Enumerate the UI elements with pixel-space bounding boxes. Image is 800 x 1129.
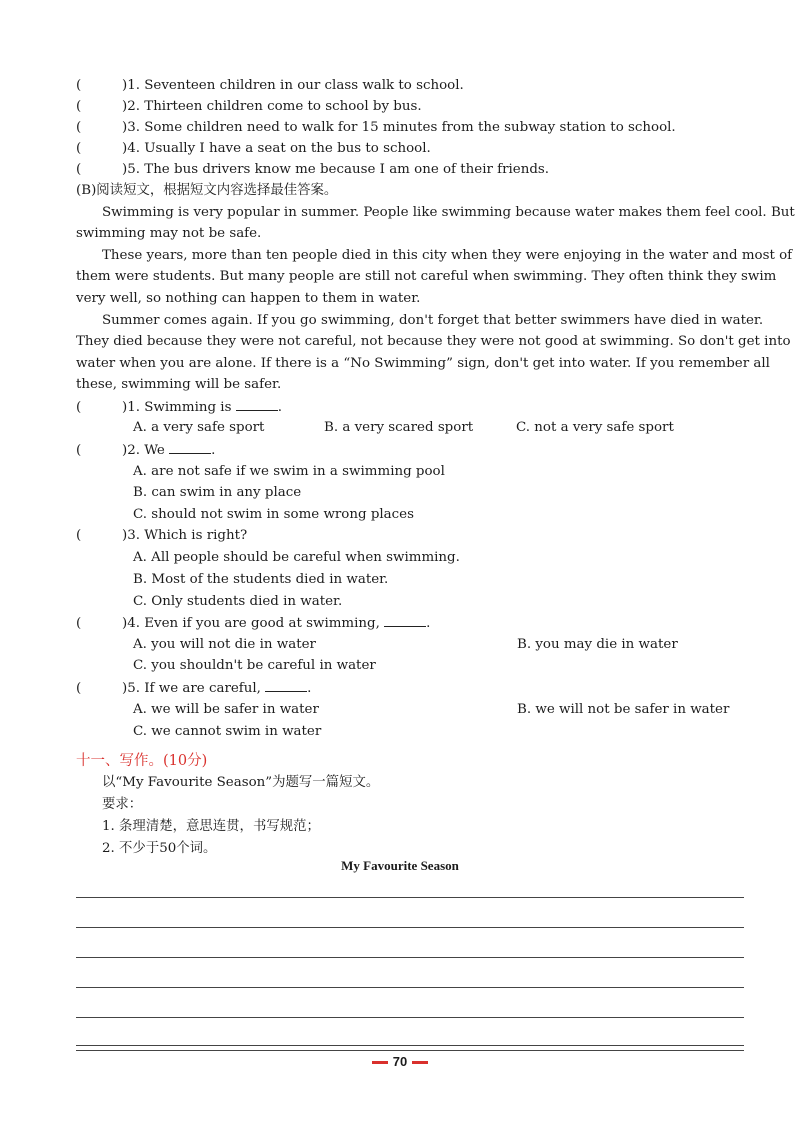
tf-item-text: )1. Seventeen children in our class walk to school. (122, 78, 464, 93)
option-c: C. Only students died in water. (133, 594, 343, 609)
question-stem: )3. Which is right? (122, 528, 248, 543)
question-stem: )5. If we are careful, (122, 681, 266, 696)
option-a: A. you will not die in water (133, 637, 316, 652)
answer-paren: ( (76, 120, 82, 135)
option-b: B. Most of the students died in water. (133, 572, 389, 587)
question-stem-end: . (211, 443, 216, 458)
question-3 (76, 527, 247, 545)
tf-item-text: )3. Some children need to walk for 15 minutes from the subway station to school. (122, 120, 676, 135)
tf-item-3 (76, 119, 676, 137)
page-number-text: 70 (392, 1054, 408, 1069)
option-a: A. are not safe if we swim in a swimming pool (133, 464, 445, 479)
answer-paren: ( (76, 528, 82, 543)
question-2 (76, 441, 215, 460)
answer-paren: ( (76, 681, 82, 696)
tf-item-1 (76, 77, 464, 95)
writing-requirement-2: 2. 不少于50个词。 (102, 841, 217, 856)
answer-paren: ( (76, 141, 82, 156)
writing-line (76, 1017, 744, 1018)
option-c: C. we cannot swim in water (133, 724, 322, 739)
writing-line (76, 1045, 744, 1046)
passage-line: These years, more than ten people died in this city when they were enjoying in the water and most of (102, 248, 793, 263)
answer-blank (265, 679, 307, 692)
option-a: A. All people should be careful when swimming. (133, 550, 460, 565)
option-c: C. should not swim in some wrong places (133, 507, 414, 522)
answer-blank (236, 398, 278, 411)
question-stem-end: . (277, 400, 282, 415)
option-b: B. can swim in any place (133, 485, 302, 500)
writing-line (76, 927, 744, 928)
page-number (0, 1054, 800, 1069)
question-4 (76, 614, 430, 633)
answer-paren: ( (76, 99, 82, 114)
answer-paren: ( (76, 78, 82, 93)
passage-line: very well, so nothing can happen to them in water. (76, 291, 421, 306)
writing-line (76, 957, 744, 958)
tf-item-text: )4. Usually I have a seat on the bus to school. (122, 141, 431, 156)
essay-title: My Favourite Season (341, 858, 459, 873)
question-1 (76, 398, 282, 417)
tf-item-2 (76, 98, 422, 116)
option-c: C. you shouldn't be careful in water (133, 658, 376, 673)
tf-item-text: )5. The bus drivers know me because I am one of their friends. (122, 162, 550, 177)
question-stem: )1. Swimming is (122, 400, 236, 415)
passage-line: They died because they were not careful, not because they were not good at swimming. So don't get into (76, 334, 791, 349)
decor-dash (372, 1061, 388, 1064)
decor-dash (412, 1061, 428, 1064)
option-b: B. a very scared sport (324, 420, 474, 435)
answer-paren: ( (76, 616, 82, 631)
tf-item-5 (76, 161, 549, 179)
passage-line: them were students. But many people are still not careful when swimming. They often think they swim (76, 269, 777, 284)
answer-paren: ( (76, 443, 82, 458)
tf-item-text: )2. Thirteen children come to school by bus. (122, 99, 422, 114)
passage-line: Summer comes again. If you go swimming, don't forget that better swimmers have died in water. (102, 313, 764, 328)
section-b-heading: (B)阅读短文，根据短文内容选择最佳答案。 (76, 183, 338, 198)
question-stem-end: . (426, 616, 431, 631)
tf-item-4 (76, 140, 431, 158)
passage-line: swimming may not be safe. (76, 226, 262, 241)
writing-line (76, 897, 744, 898)
answer-blank (384, 614, 426, 627)
passage-line: these, swimming will be safer. (76, 377, 282, 392)
writing-line (76, 987, 744, 988)
passage-line: water when you are alone. If there is a “No Swimming” sign, don't get into water. If you remember all (76, 356, 770, 371)
option-a: A. a very safe sport (133, 420, 265, 435)
question-stem: )4. Even if you are good at swimming, (122, 616, 385, 631)
writing-requirement-1: 1. 条理清楚，意思连贯，书写规范； (102, 819, 320, 834)
option-c: C. not a very safe sport (516, 420, 674, 435)
answer-blank (169, 441, 211, 454)
question-stem: )2. We (122, 443, 170, 458)
answer-paren: ( (76, 400, 82, 415)
footer-rule (76, 1050, 744, 1051)
writing-requirements-label: 要求： (102, 797, 143, 812)
question-stem-end: . (307, 681, 312, 696)
question-5 (76, 679, 311, 698)
writing-prompt: 以“My Favourite Season”为题写一篇短文。 (102, 775, 380, 790)
option-a: A. we will be safer in water (133, 702, 319, 717)
option-b: B. you may die in water (517, 637, 678, 652)
writing-heading: 十一、写作。(10分) (76, 753, 208, 769)
passage-line: Swimming is very popular in summer. People like swimming because water makes them feel cool. But (102, 205, 795, 220)
answer-paren: ( (76, 162, 82, 177)
option-b: B. we will not be safer in water (517, 702, 730, 717)
